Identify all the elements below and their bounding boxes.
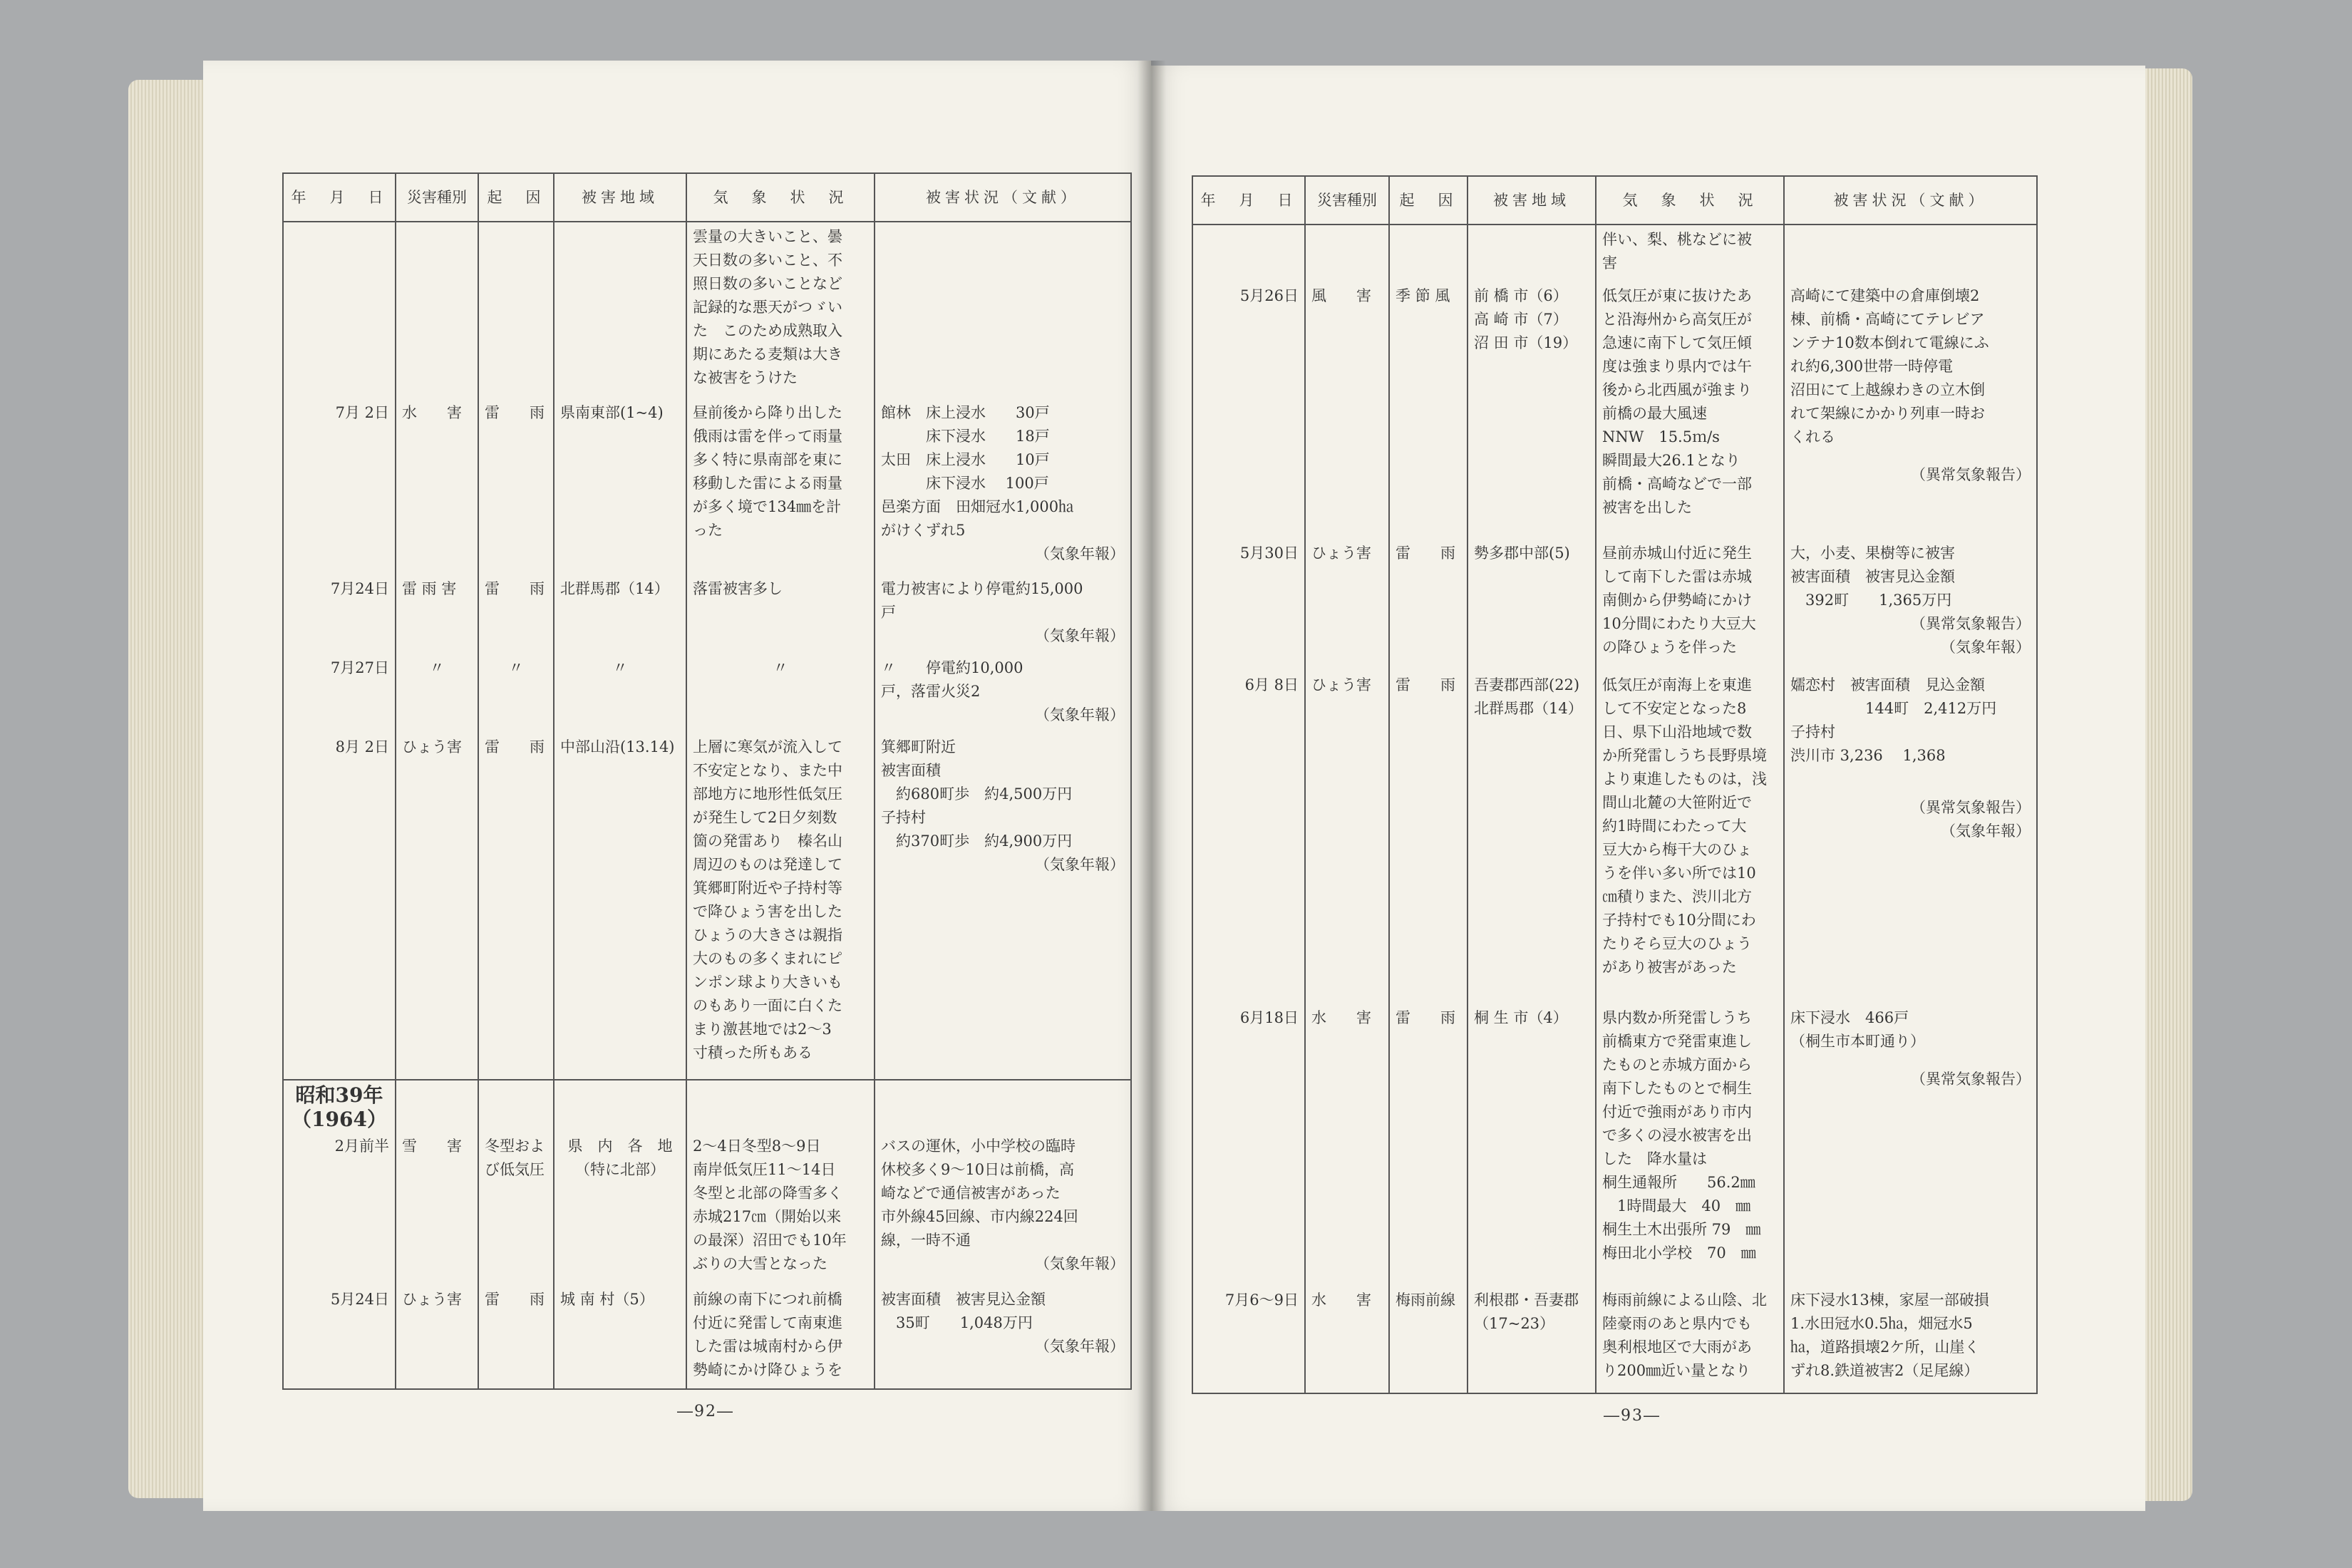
header-date: 年 月 日: [1192, 176, 1305, 225]
source-text: （気象年報）: [1035, 545, 1125, 563]
disaster-table-left: [282, 172, 1132, 1390]
book-gutter: [1138, 61, 1166, 1511]
table-row: [283, 1285, 1131, 1389]
header-type: 災害種別: [1305, 176, 1389, 225]
weather-cell: 2～4日冬型8～9日 南岸低気圧11～14日 冬型と北部の降雪多く 赤城217㎝（開始以来 の最深）沼田でも10年 ぶりの大雪となった: [686, 1080, 875, 1286]
area-cell: 県 内 各 地 （特に北部）: [554, 1080, 686, 1286]
date-cell: 7月6～9日: [1192, 1286, 1305, 1393]
source-text: （気象年報）: [1035, 1338, 1125, 1356]
area-cell: 中部山沿(13.14): [554, 733, 686, 1080]
weather-cell: 前線の南下につれ前橋 付近に発雷して南東進 した雷は城南村から伊 勢崎にかけ降ひょうを: [686, 1285, 875, 1389]
cause-cell: 雷 雨: [1389, 539, 1468, 671]
date-cell: [283, 1080, 396, 1286]
weather-cell: 〃: [686, 654, 875, 733]
source-text: （異常気象報告） （気象年報）: [1911, 615, 2031, 656]
type-cell: 水 害: [396, 398, 478, 574]
date-cell: 7月 2日: [283, 398, 396, 574]
damage-cell: [1784, 282, 2037, 539]
table-row: [1192, 225, 2037, 282]
weather-cell: 伴い、梨、桃などに被 害: [1596, 225, 1784, 282]
source-text: （異常気象報告） （気象年報）: [1911, 799, 2031, 840]
table-header: [283, 173, 1131, 222]
date-cell: 5月26日: [1192, 282, 1305, 539]
source-text: （気象年報）: [1035, 706, 1125, 723]
page-number-right: ―93―: [1604, 1407, 1661, 1425]
disaster-table-right: [1192, 175, 2038, 1394]
header-weather: 気 象 状 況: [686, 173, 875, 222]
header-damage: 被害状況（文献）: [875, 173, 1131, 222]
table-row: [283, 654, 1131, 733]
area-cell: [1468, 225, 1596, 282]
date-cell: [1192, 225, 1305, 282]
damage-text: 嬬恋村 被害面積 見込金額 144町 2,412万円 子持村 渋川市 3,236 1,368: [1790, 676, 1997, 765]
area-cell: 利根郡・吾妻郡 （17~23）: [1468, 1286, 1596, 1393]
weather-cell: 昼前後から降り出した 俄雨は雷を伴って雨量 多く特に県南部を東に 移動した雷による雨量 が多く境で134㎜を計 った: [686, 398, 875, 574]
damage-text: 〃 停電約10,000 戸，落雷火災2: [881, 659, 1023, 700]
type-cell: ひょう害: [396, 1285, 478, 1389]
table-header: [1192, 176, 2037, 225]
cause-cell: [1389, 225, 1468, 282]
table-row: [1192, 282, 2037, 539]
header-cause: 起 因: [478, 173, 554, 222]
area-cell: 〃: [554, 654, 686, 733]
type-cell: [396, 222, 478, 398]
date-cell: 6月 8日: [1192, 671, 1305, 1004]
type-cell: ひょう害: [1305, 671, 1389, 1004]
type-cell: 風 害: [1305, 282, 1389, 539]
damage-cell: 床下浸水13棟，家屋一部破損 1.水田冠水0.5㏊，畑冠水5 ㏊，道路損壊2ケ所，山崖く ずれ8.鉄道被害2（足尾線）: [1784, 1286, 2037, 1393]
damage-text: 床下浸水 466戸 （桐生市本町通り）: [1790, 1009, 1925, 1050]
source-text: （異常気象報告）: [1911, 466, 2031, 484]
damage-text: 館林 床上浸水 30戸 床下浸水 18戸 太田 床上浸水 10戸 床下浸水 100戸 邑楽方面 田畑冠水1,000㏊ がけくずれ5: [881, 404, 1074, 540]
damage-cell: [1784, 1004, 2037, 1286]
table-row: [1192, 671, 2037, 1004]
area-cell: 城 南 村（5）: [554, 1285, 686, 1389]
header-area: 被害地域: [554, 173, 686, 222]
type-cell: 雷 雨 害: [396, 574, 478, 654]
type-cell: 水 害: [1305, 1286, 1389, 1393]
weather-cell: 雲量の大きいこと、曇 天日数の多いこと、不 照日数の多いことなど 記録的な悪天がつゞい た このため成熟取入 期にあたる麦類は大き な被害をうけた: [686, 222, 875, 398]
weather-cell: 低気圧が南海上を東進 して不安定となった8 日、県下山沿地域で数 か所発雷しうち長野県境 より東進したものは，浅 間山北麓の大笹附近で 約1時間にわたって大 豆大から梅干大のひょ うを伴い多い所では10 ㎝積りまた、渋川北方 子持村でも10分間にわ たりそら豆大のひょう があり被害があった: [1596, 671, 1784, 1004]
damage-cell: [875, 574, 1131, 654]
header-area: 被害地域: [1468, 176, 1596, 225]
source-text: （気象年報）: [1035, 627, 1125, 645]
damage-cell: [1784, 225, 2037, 282]
type-cell: 〃: [396, 654, 478, 733]
header-cause: 起 因: [1389, 176, 1468, 225]
damage-cell: [875, 733, 1131, 1080]
weather-cell: 上層に寒気が流入して 不安定となり、また中 部地方に地形性低気圧 が発生して2日夕刻数 箇の発雷あり 榛名山 周辺のものは発達して 箕郷町附近や子持村等 で降ひょう害を出した ひょうの大きさは親指 大のもの多くまれにピ ンポン球より大きいも のもあり一面に白くた まり激甚地では2～3 寸積った所もある: [686, 733, 875, 1080]
weather-cell: 低気圧が東に抜けたあ と沿海州から高気圧が 急速に南下して気圧傾 度は強まり県内では午 後から北西風が強まり 前橋の最大風速 NNW 15.5ｍ/s 瞬間最大26.1となり 前橋・高崎などで一部 被害を出した: [1596, 282, 1784, 539]
area-cell: 桐 生 市（4）: [1468, 1004, 1596, 1286]
damage-text: バスの運休，小中学校の臨時 休校多く9～10日は前橋，高 崎などで通信被害があった 市外線45回線、市内線224回 線，一時不通: [881, 1137, 1078, 1249]
era-label: 昭和39年 （1964）: [292, 1083, 387, 1131]
damage-cell: [875, 398, 1131, 574]
type-cell: 水 害: [1305, 1004, 1389, 1286]
source-text: （異常気象報告）: [1911, 1070, 2031, 1088]
table-row: [283, 1080, 1131, 1286]
table-row: [1192, 539, 2037, 671]
cause-cell: 雷 雨: [478, 733, 554, 1080]
header-weather: 気 象 状 況: [1596, 176, 1784, 225]
date-text: 2月前半: [334, 1137, 389, 1155]
header-damage: 被害状況（文献）: [1784, 176, 2037, 225]
cause-cell: [478, 222, 554, 398]
cause-cell: 雷 雨: [1389, 1004, 1468, 1286]
cause-cell: 冬型およ び低気圧: [478, 1080, 554, 1286]
damage-text: 電力被害により停電約15,000 戸: [881, 580, 1083, 621]
type-cell: ひょう害: [396, 733, 478, 1080]
damage-text: 大，小麦、果樹等に被害 被害面積 被害見込金額 392町 1,365万円: [1790, 545, 1955, 609]
source-text: （気象年報）: [1035, 1254, 1125, 1272]
right-page-edges: [2138, 68, 2192, 1501]
date-cell: 8月 2日: [283, 733, 396, 1080]
weather-cell: 梅雨前線による山陰、北 陸豪雨のあと県内でも 奥利根地区で大雨があ り200㎜近い量となり: [1596, 1286, 1784, 1393]
table-row: [283, 574, 1131, 654]
cause-cell: 〃: [478, 654, 554, 733]
table-row: [1192, 1286, 2037, 1393]
damage-text: 高崎にて建築中の倉庫倒壊2 棟、前橋・高崎にてテレビア ンテナ10数本倒れて電線にふ れ約6,300世帯一時停電 沼田にて上越線わきの立木倒 れて架線にかかり列車一時お くれる: [1790, 287, 1989, 446]
area-cell: 吾妻郡西部(22) 北群馬郡（14）: [1468, 671, 1596, 1004]
type-cell: [1305, 225, 1389, 282]
table-row: [1192, 1004, 2037, 1286]
table-row: [283, 398, 1131, 574]
date-cell: [283, 222, 396, 398]
damage-text: 箕郷町附近 被害面積 約680町歩 約4,500万円 子持村 約370町歩 約4,900万円: [881, 738, 1073, 850]
header-date: 年 月 日: [283, 173, 396, 222]
table-row: [283, 222, 1131, 398]
table-row: [283, 733, 1131, 1080]
cause-cell: 季 節 風: [1389, 282, 1468, 539]
page-number-left: ―92―: [677, 1403, 734, 1420]
damage-cell: [875, 1285, 1131, 1389]
cause-cell: 雷 雨: [478, 398, 554, 574]
damage-cell: [875, 222, 1131, 398]
source-text: （気象年報）: [1035, 855, 1125, 873]
type-cell: 雪 害: [396, 1080, 478, 1286]
cause-cell: 雷 雨: [478, 574, 554, 654]
cause-cell: 雷 雨: [478, 1285, 554, 1389]
weather-cell: 昼前赤城山付近に発生 して南下した雷は赤城 南側から伊勢崎にかけ 10分間にわたり大豆大 の降ひょうを伴った: [1596, 539, 1784, 671]
weather-cell: 落雷被害多し: [686, 574, 875, 654]
damage-cell: [875, 654, 1131, 733]
area-cell: 北群馬郡（14）: [554, 574, 686, 654]
date-cell: 5月30日: [1192, 539, 1305, 671]
date-cell: 6月18日: [1192, 1004, 1305, 1286]
cause-cell: 雷 雨: [1389, 671, 1468, 1004]
type-cell: ひょう害: [1305, 539, 1389, 671]
damage-cell: [1784, 539, 2037, 671]
date-cell: 7月24日: [283, 574, 396, 654]
area-cell: 前 橋 市（6） 高 崎 市（7） 沼 田 市（19）: [1468, 282, 1596, 539]
cause-cell: 梅雨前線: [1389, 1286, 1468, 1393]
left-page-edges: [128, 80, 207, 1498]
header-type: 災害種別: [396, 173, 478, 222]
damage-text: 被害面積 被害見込金額 35町 1,048万円: [881, 1291, 1046, 1332]
damage-cell: [1784, 671, 2037, 1004]
date-cell: 7月27日: [283, 654, 396, 733]
damage-cell: [875, 1080, 1131, 1286]
area-cell: 県南東部(1~4): [554, 398, 686, 574]
area-cell: [554, 222, 686, 398]
date-cell: 5月24日: [283, 1285, 396, 1389]
weather-cell: 県内数か所発雷しうち 前橋東方で発雷東進し たものと赤城方面から 南下したものとで桐生 付近で強雨があり市内 で多くの浸水被害を出 した 降水量は 桐生通報所 56.2㎜ 1時間最大 40 ㎜ 桐生土木出張所 79 ㎜ 梅田北小学校 70 ㎜: [1596, 1004, 1784, 1286]
area-cell: 勢多郡中部(5): [1468, 539, 1596, 671]
